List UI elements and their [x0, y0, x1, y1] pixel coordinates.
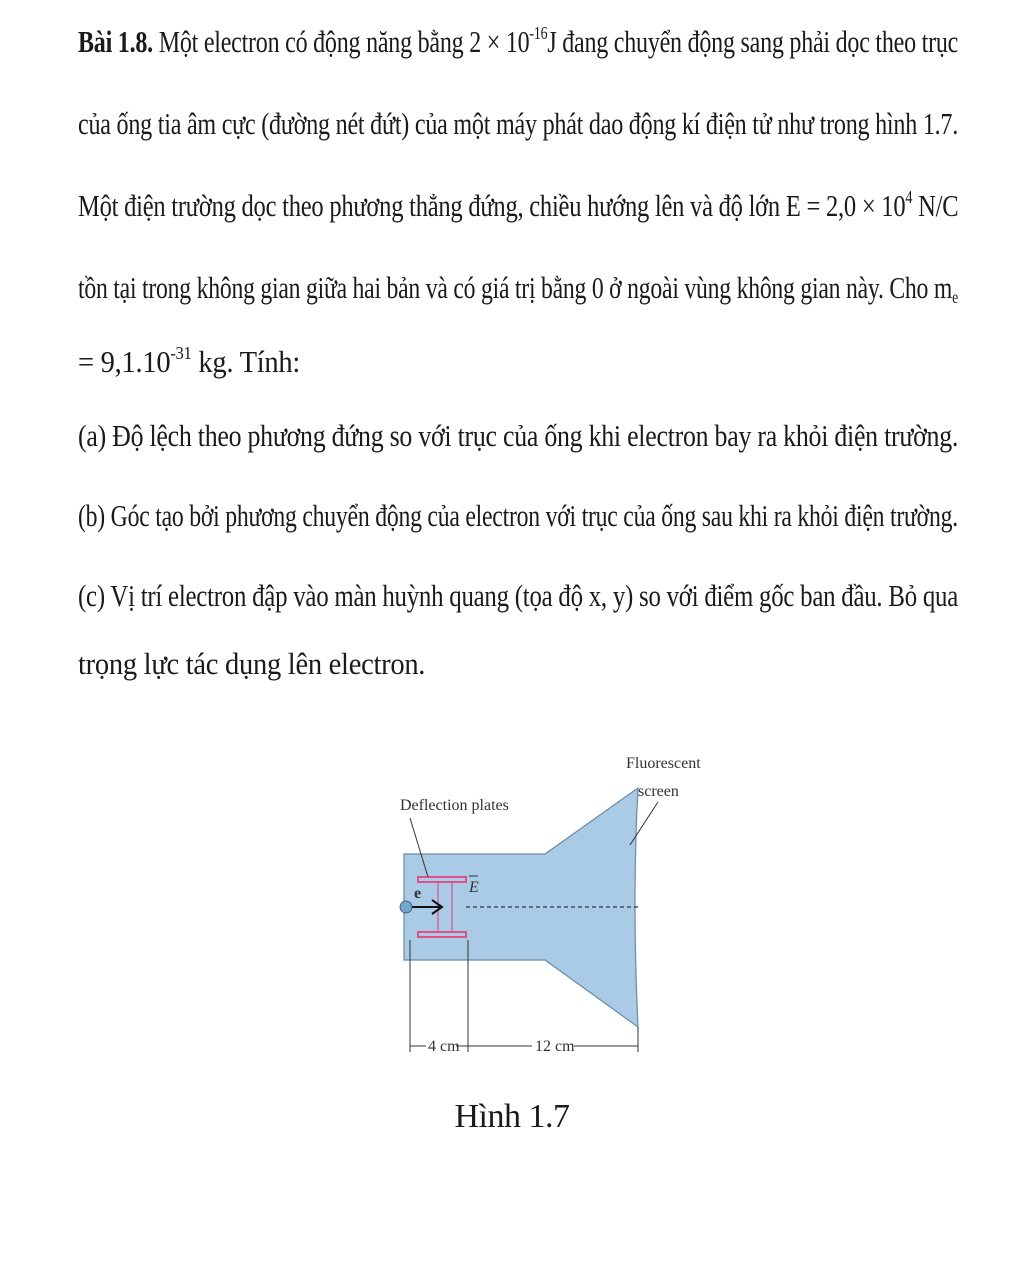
- screen-label-line2: screen: [638, 783, 679, 800]
- dimension-4cm: 4 cm: [428, 1038, 460, 1055]
- field-label: E: [469, 879, 479, 896]
- screen-label-line1: Fluorescent: [626, 755, 701, 772]
- crt-diagram: [380, 740, 710, 1070]
- plates-label: Deflection plates: [400, 797, 509, 814]
- problem-line-4: tồn tại trong không gian giữa hai bản và có giá trị bằng 0 ở ngoài vùng không gian này. Cho $m_e$: [78, 270, 958, 307]
- question-b: (b) Góc tạo bởi phương chuyển động của electron với trục của ống sau khi ra khỏi điện trường.: [78, 498, 958, 533]
- figure-caption: Hình 1.7: [454, 1098, 570, 1135]
- question-c: (c) Vị trí electron đập vào màn huỳnh quang (tọa độ x, y) so với điểm gốc ban đầu. Bỏ qua: [78, 578, 959, 613]
- problem-line-3: Một điện trường dọc theo phương thẳng đứng, chiều hướng lên và độ lớn $E = 2,0 \times 10^4$ N/C: [78, 187, 959, 223]
- cathode-ray-tube-figure: [380, 740, 710, 1070]
- problem-title: Bài 1.8.: [78, 24, 153, 59]
- question-a: (a) Độ lệch theo phương đứng so với trục của ống khi electron bay ra khỏi điện trường.: [78, 418, 959, 453]
- problem-line-2: của ống tia âm cực (đường nét đứt) của một máy phát dao động kí điện tử như trong hình 1.7.: [78, 106, 959, 141]
- problem-line-5: = $9,1.10^{-31}$ kg. Tính:: [78, 343, 301, 379]
- charge-label: e: [414, 885, 422, 902]
- dimension-12cm: 12 cm: [535, 1038, 575, 1055]
- question-c-continued: trọng lực tác dụng lên electron.: [78, 646, 426, 681]
- problem-line-1: Bài 1.8. Một electron có động năng bằng $2 \times 10^{-16}J$ đang chuyển động sang phải dọc theo trục: [78, 23, 959, 59]
- electron-gun: [400, 901, 412, 913]
